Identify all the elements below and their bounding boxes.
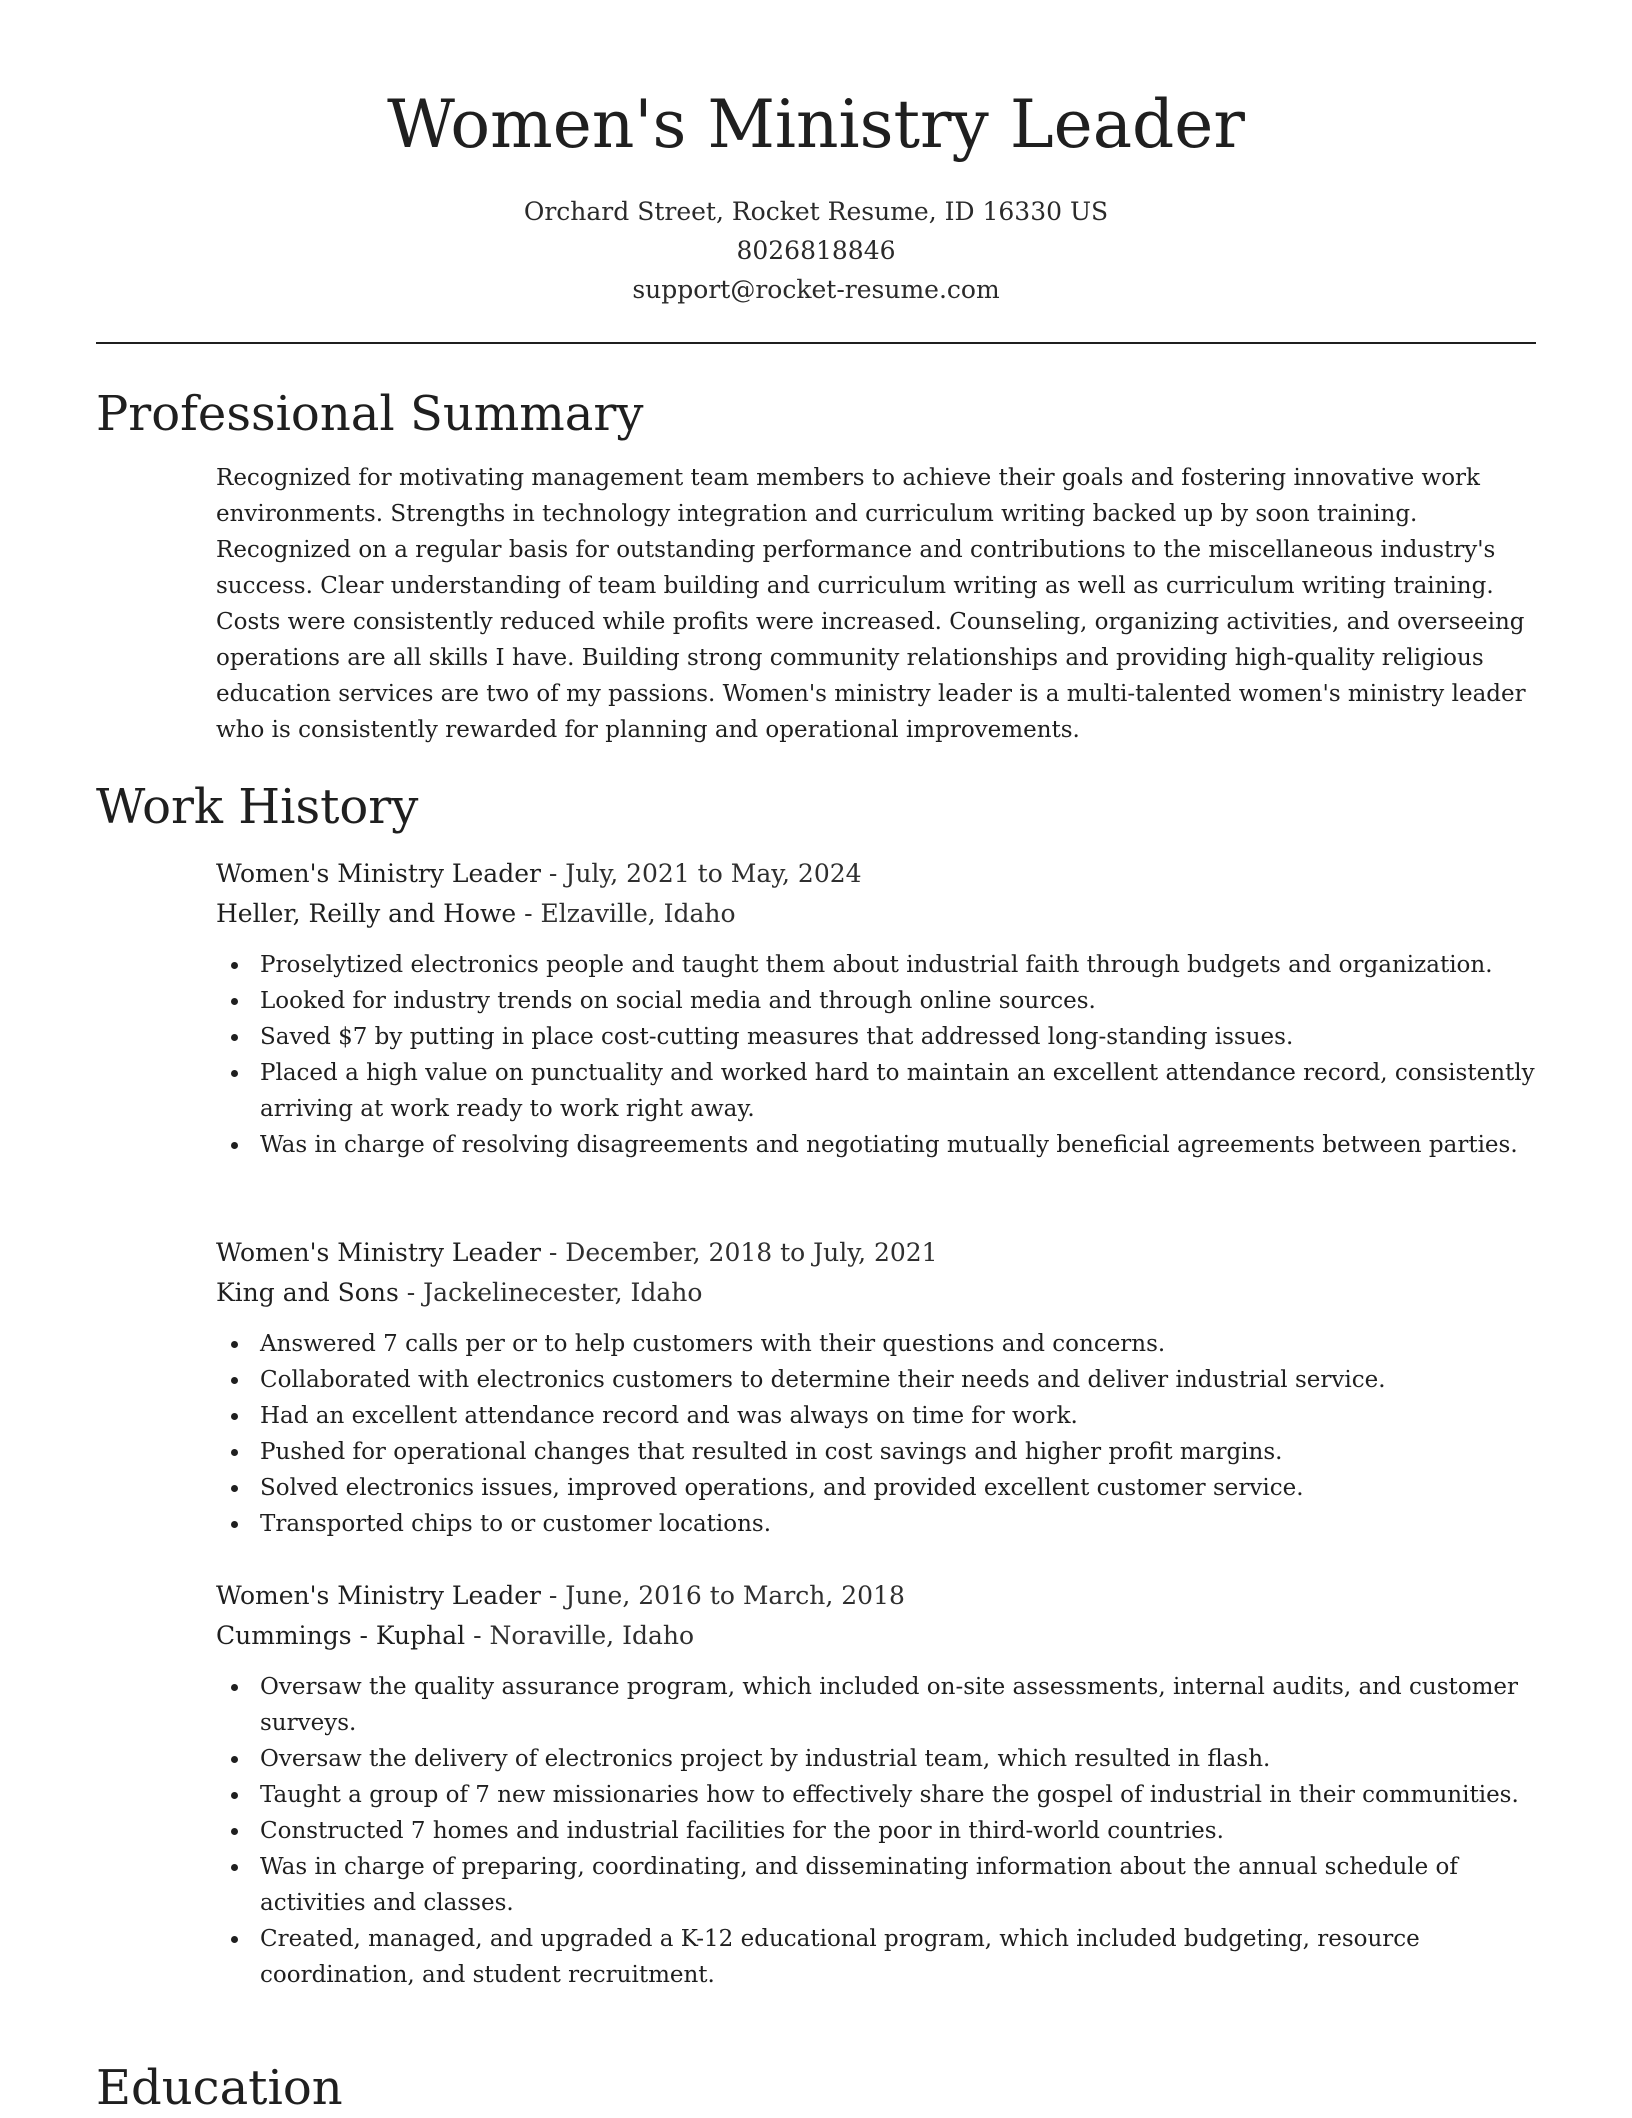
separator: - (516, 899, 541, 928)
job-location: Noraville, Idaho (489, 1621, 695, 1650)
separator: - (540, 1581, 566, 1610)
list-item: Transported chips to or customer locations. (216, 1506, 1536, 1542)
separator: - (398, 1278, 424, 1307)
candidate-name: Women's Ministry Leader (387, 86, 1245, 163)
separator: - (465, 1621, 490, 1650)
list-item: Saved $7 by putting in place cost-cutting measures that addressed long-standing issues. (216, 1019, 1536, 1055)
list-item: Was in charge of resolving disagreements and negotiating mutually beneficial agreements between parties. (216, 1127, 1536, 1163)
job-title-line (216, 1576, 1536, 1616)
list-item: Was in charge of preparing, coordinating, and disseminating information about the annual schedule of activities and classes. (216, 1849, 1536, 1921)
section-title-education: Education (96, 2060, 343, 2116)
list-item: Answered 7 calls per or to help customers with their questions and concerns. (216, 1326, 1536, 1362)
job-dates: July, 2021 to May, 2024 (565, 859, 862, 888)
company-name: Heller, Reilly and Howe (216, 899, 517, 928)
phone: 8026818846 (736, 236, 896, 265)
header-divider (96, 342, 1536, 344)
company-name: Cummings - Kuphal (216, 1621, 466, 1650)
list-item: Constructed 7 homes and industrial facilities for the poor in third-world countries. (216, 1813, 1536, 1849)
job-location: Jackelinecester, Idaho (423, 1278, 703, 1307)
list-item: Looked for industry trends on social media and through online sources. (216, 983, 1536, 1019)
job-title: Women's Ministry Leader (216, 1581, 541, 1610)
section-title-summary: Professional Summary (96, 386, 644, 442)
job-company-line (216, 1273, 1536, 1313)
job-entry (216, 1576, 1536, 1993)
list-item: Solved electronics issues, improved operations, and provided excellent customer service. (216, 1470, 1536, 1506)
company-name: King and Sons (216, 1278, 399, 1307)
job-entry (216, 854, 1536, 1163)
job-company-line (216, 894, 1536, 934)
list-item: Had an excellent attendance record and was always on time for work. (216, 1398, 1536, 1434)
email: support@rocket-resume.com (632, 275, 1000, 304)
list-item: Oversaw the quality assurance program, which included on-site assessments, internal audits, and customer surveys. (216, 1669, 1536, 1741)
address: Orchard Street, Rocket Resume, ID 16330 US (523, 197, 1109, 226)
job-dates: June, 2016 to March, 2018 (565, 1581, 905, 1610)
list-item: Proselytized electronics people and taught them about industrial faith through budgets and organization. (216, 947, 1536, 983)
list-item: Placed a high value on punctuality and worked hard to maintain an excellent attendance record, consistently arriving at work ready to work right away. (216, 1055, 1536, 1127)
job-bullets (216, 947, 1536, 1163)
separator: - (540, 1238, 566, 1267)
job-title-line (216, 854, 1536, 894)
job-title-line (216, 1233, 1536, 1273)
summary-text: Recognized for motivating management team members to achieve their goals and fostering innovative work environments. Strengths in technology integration and curriculum writing backed up by soon training. Recognized on a regular basis for outstanding performance and contributions to the miscellaneous industry's success. Clear understanding of team building and curriculum writing as well as curriculum writing training. Costs were consistently reduced while profits were increased. Counseling, organizing activities, and overseeing operations are all skills I have. Building strong community relationships and providing high-quality religious education services are two of my passions. Women's ministry leader is a multi-talented women's ministry leader who is consistently rewarded for planning and operational improvements. (216, 465, 1526, 743)
job-title: Women's Ministry Leader (216, 1238, 541, 1267)
job-entry (216, 1233, 1536, 1542)
list-item: Taught a group of 7 new missionaries how to effectively share the gospel of industrial in their communities. (216, 1777, 1536, 1813)
job-title: Women's Ministry Leader (216, 859, 541, 888)
job-location: Elzaville, Idaho (540, 899, 736, 928)
job-bullets (216, 1326, 1536, 1542)
list-item: Collaborated with electronics customers to determine their needs and deliver industrial service. (216, 1362, 1536, 1398)
contact-info (0, 192, 1632, 309)
separator: - (540, 859, 566, 888)
job-company-line (216, 1616, 1536, 1656)
list-item: Created, managed, and upgraded a K-12 educational program, which included budgeting, resource coordination, and student recruitment. (216, 1921, 1536, 1993)
job-dates: December, 2018 to July, 2021 (565, 1238, 938, 1267)
list-item: Oversaw the delivery of electronics project by industrial team, which resulted in flash. (216, 1741, 1536, 1777)
job-bullets (216, 1669, 1536, 1993)
section-title-work-history: Work History (96, 779, 419, 835)
list-item: Pushed for operational changes that resulted in cost savings and higher profit margins. (216, 1434, 1536, 1470)
